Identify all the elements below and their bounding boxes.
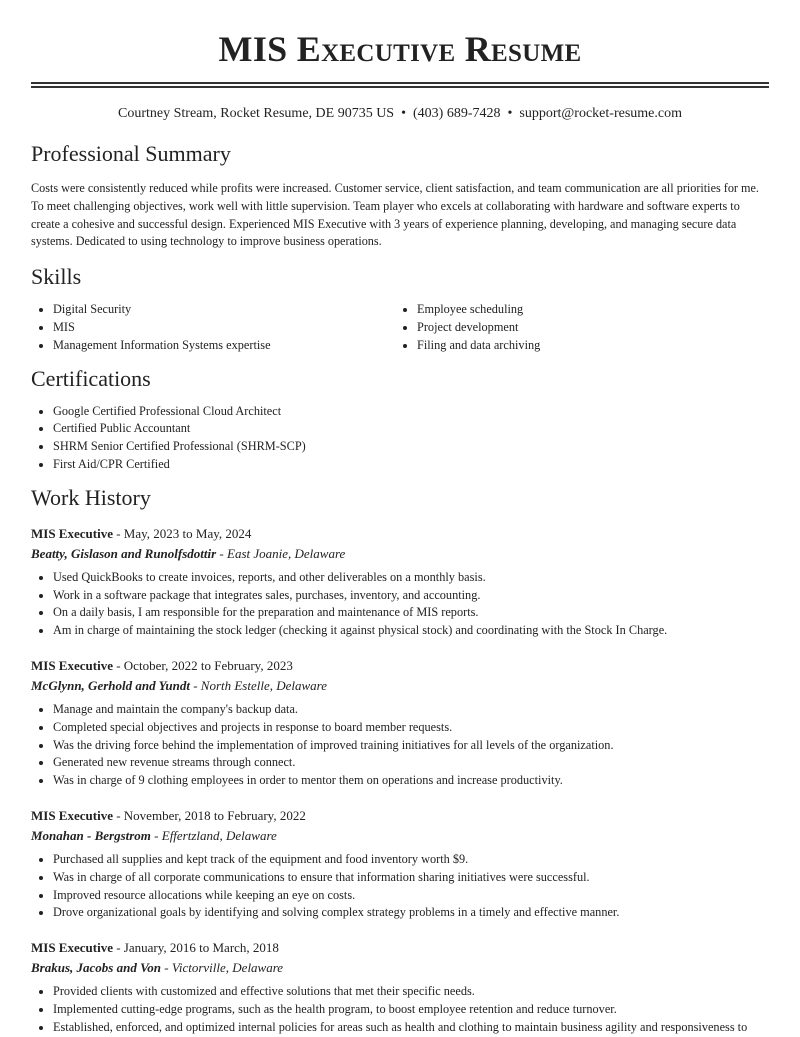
duty-item: • Manage and maintain the company's backup data. [53,701,769,719]
duty-item: • Established, enforced, and optimized internal policies for areas such as health and clothing to maintain business agility and responsiveness to [53,1019,769,1037]
skill-item: • Employee scheduling [417,301,759,319]
duties-list [31,569,769,640]
duty-item: • Implemented cutting-edge programs, such as the health program, to boost employee retention and reduce turnover. [53,1001,769,1019]
contact-phone: (403) 689-7428 [413,106,501,121]
skill-item: • Filing and data archiving [417,337,759,355]
job-dates: - May, 2023 to May, 2024 [112,525,252,541]
duty-item: • Was the driving force behind the implementation of improved training initiatives for all levels of the organization. [53,737,769,755]
skills-heading: Skills [31,264,82,290]
certifications-section [31,365,769,474]
skills-section [31,263,769,354]
duty-item: • Work in a software package that integrates sales, purchases, inventory, and accounting. [53,587,769,605]
job-title-line [31,806,769,825]
contact-separator: • [507,106,513,121]
job-entry [31,806,769,922]
job-title: MIS Executive [31,525,113,541]
job-title: MIS Executive [31,940,113,956]
company-name: Beatty, Gislason and Runolfsdottir [31,545,217,561]
company-location: - East Joanie, Delaware [216,545,346,561]
skills-list-left [31,301,395,354]
duties-list [31,701,769,790]
duty-item: • Was in charge of all corporate communications to ensure that information sharing initiatives were successful. [53,869,769,887]
company-location: - North Estelle, Delaware [189,677,328,693]
job-entry [31,656,769,790]
duty-item: • On a daily basis, I am responsible for the preparation and maintenance of MIS reports. [53,604,769,622]
contact-separator: • [401,106,406,121]
duty-item: • Was in charge of 9 clothing employees in order to mentor them on operations and increase productivity. [53,772,769,790]
certifications-list [31,403,769,474]
summary-heading: Professional Summary [31,141,231,166]
company-line [31,676,769,695]
job-title-line [31,656,769,675]
duties-list [31,851,769,922]
duty-item: • Purchased all supplies and kept track of the equipment and food inventory worth $9. [53,851,769,869]
job-dates: - January, 2016 to March, 2018 [112,940,279,956]
duty-item: • Improved resource allocations while keeping an eye on costs. [53,887,769,905]
skills-columns [31,301,769,354]
skill-item: • MIS [53,319,395,337]
job-dates: - November, 2018 to February, 2022 [112,807,306,823]
summary-text: Costs were consistently reduced while profits were increased. Customer service, client satisfaction, and team communication are all priorities for me. To meet challenging objectives, work well with little supervision. Team player who excels at collaborating with hardware and software experts to create a cohesive and successful design. Experienced MIS Executive with 3 years of experience planning, developing, and managing secure data systems. Dedicated to using technology to improve business operations. [31,181,759,249]
certification-item: • Certified Public Accountant [53,420,769,438]
company-line [31,544,769,563]
certification-item: • First Aid/CPR Certified [53,456,769,474]
skill-item: • Project development [417,319,759,337]
company-location: - Effertzland, Delaware [150,827,277,843]
job-title: MIS Executive [31,657,113,673]
job-title: MIS Executive [31,807,113,823]
job-dates: - October, 2022 to February, 2023 [112,657,293,673]
skill-item: • Digital Security [53,301,395,319]
certifications-heading: Certifications [31,365,151,391]
job-title-line [31,938,769,957]
contact-email: support@rocket-resume.com [519,106,682,121]
contact-address: Courtney Stream, Rocket Resume, DE 90735 US [118,106,395,121]
job-entry [31,938,769,1036]
duty-item: • Used QuickBooks to create invoices, reports, and other deliverables on a monthly basis. [53,569,769,587]
company-location: - Victorville, Delaware [161,960,284,976]
work-history-heading: Work History [31,484,151,510]
job-entry [31,524,769,640]
duty-item: • Am in charge of maintaining the stock ledger (checking it against physical stock) and coordinating with the Stock In Charge. [53,622,769,640]
header-rule-bottom [31,86,769,88]
resume-page [31,0,769,1037]
duty-item: • Provided clients with customized and effective solutions that met their specific needs. [53,983,769,1001]
company-name: Monahan - Bergstrom [31,827,151,843]
job-title-line [31,524,769,543]
duty-item: • Completed special objectives and projects in response to board member requests. [53,719,769,737]
duty-item: • Generated new revenue streams through connect. [53,754,769,772]
summary-section [31,140,769,251]
certification-item: • SHRM Senior Certified Professional (SHRM-SCP) [53,438,769,456]
contact-line [31,104,769,124]
work-history-section [31,484,769,1037]
header-rule-top [31,82,769,84]
certification-item: • Google Certified Professional Cloud Architect [53,403,769,421]
duty-item: • Drove organizational goals by identifying and solving complex strategy problems in a timely and effective manner. [53,904,769,922]
resume-title: MIS Executive Resume [218,29,582,69]
skill-item: • Management Information Systems expertise [53,337,395,355]
company-name: McGlynn, Gerhold and Yundt [31,677,190,693]
company-line [31,958,769,977]
duties-list [31,983,769,1036]
company-line [31,826,769,845]
company-name: Brakus, Jacobs and Von [31,960,162,976]
skills-list-right [395,301,759,354]
